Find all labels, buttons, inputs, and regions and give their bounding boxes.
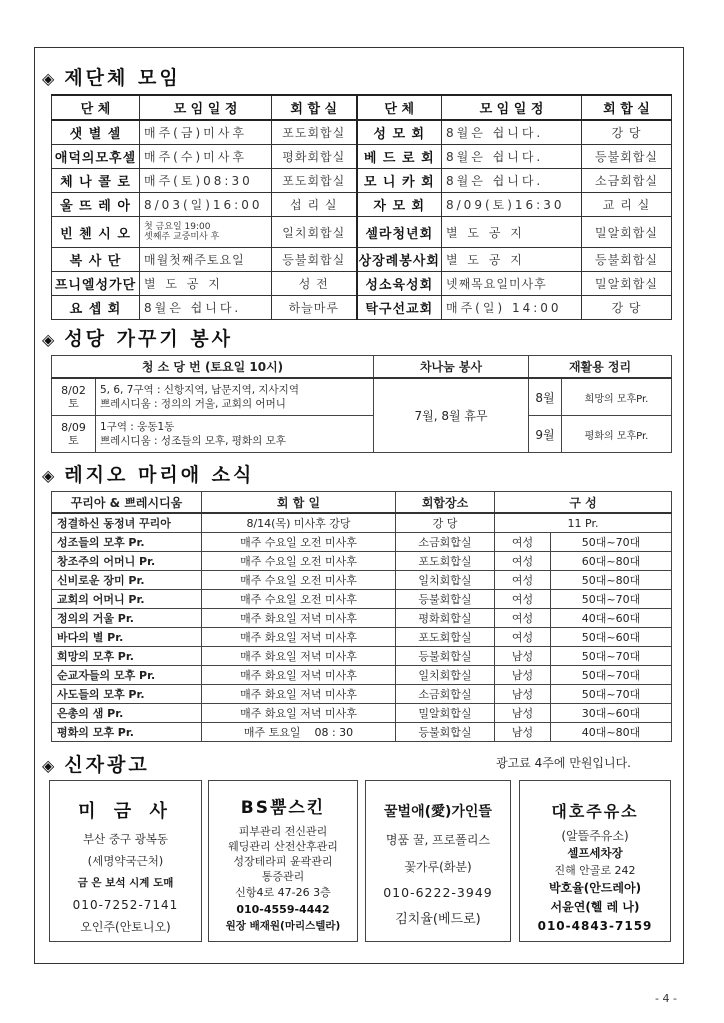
group-room: 등불회합실 <box>272 248 357 272</box>
table-row <box>52 552 672 571</box>
table-row <box>52 145 672 169</box>
presidium-gender: 남성 <box>495 647 551 666</box>
cleaning-assignment: 1구역 : 웅동1동 쁘레시디움 : 성조들의 모후, 평화의 모후 <box>96 416 374 453</box>
presidium-name: 평화의 모후 Pr. <box>52 723 202 742</box>
group-schedule: 8월은 쉽니다. <box>442 145 582 169</box>
group-schedule: 첫 금요일 19:00 셋째주 교중미사 후 <box>140 217 272 248</box>
group-schedule: 8월은 쉽니다. <box>442 169 582 193</box>
presidium-gender: 남성 <box>495 723 551 742</box>
diamond-bullet-icon: ◈ <box>42 756 55 775</box>
ad-box-bs-skin: BS뿜스킨 피부관리 전신관리 웨딩관리 산전산후관리 성장테라피 윤곽관리 통증관리 신항4로 47-26 3층 010-4559-4442 원장 배재원(마리스텔라) <box>208 780 358 942</box>
cleaning-date: 8/09 토 <box>52 416 96 453</box>
table-row <box>52 193 672 217</box>
header-cell: 회 합 실 <box>272 95 357 120</box>
presidium-gender: 남성 <box>495 666 551 685</box>
presidium-place: 소금회합실 <box>396 533 495 552</box>
group-name: 베 드 로 회 <box>357 145 442 169</box>
presidium-age: 40대~60대 <box>551 609 672 628</box>
presidium-gender: 여성 <box>495 590 551 609</box>
presidium-age: 50대~70대 <box>551 685 672 704</box>
group-room: 소금회합실 <box>582 169 672 193</box>
presidium-name: 순교자들의 모후 Pr. <box>52 666 202 685</box>
ad-box-kkulbeol: 꿀벌애(愛)가인뜰 명품 꿀, 프로폴리스 꽃가루(화분) 010-6222-3949 김치율(베드로) <box>365 780 511 942</box>
group-name: 상장례봉사회 <box>357 248 442 272</box>
presidium-name: 희망의 모후 Pr. <box>52 647 202 666</box>
ad-box-migeumsa: 미 금 사 부산 중구 광복동 (세명약국근처) 금 은 보석 시계 도매 010-7252-7141 오인주(안토니오) <box>49 780 202 942</box>
presidium-gender: 여성 <box>495 571 551 590</box>
presidium-place: 등불회합실 <box>396 647 495 666</box>
presidium-age: 60대~80대 <box>551 552 672 571</box>
table-row <box>52 590 672 609</box>
group-schedule: 매주(일) 14:00 <box>442 296 582 320</box>
legio-section-title: ◈ 레지오 마리애 소식 <box>42 464 255 486</box>
group-room: 강 당 <box>582 296 672 320</box>
group-schedule: 별 도 공 지 <box>140 272 272 296</box>
header-cell: 단 체 <box>52 95 140 120</box>
presidium-gender: 남성 <box>495 685 551 704</box>
group-name: 샛 별 셀 <box>52 120 140 145</box>
table-row <box>52 169 672 193</box>
recycle-month: 9월 <box>529 416 562 453</box>
table-row <box>52 272 672 296</box>
curia-name: 정결하신 동정녀 꾸리아 <box>52 513 202 533</box>
legio-table <box>51 491 672 742</box>
presidium-name: 은총의 샘 Pr. <box>52 704 202 723</box>
group-schedule: 매주(금)미사후 <box>140 120 272 145</box>
presidium-day: 매주 화요일 저녁 미사후 <box>202 685 396 704</box>
cleaning-table <box>51 355 672 453</box>
presidium-day: 매주 화요일 저녁 미사후 <box>202 647 396 666</box>
presidium-place: 포도회합실 <box>396 628 495 647</box>
group-schedule: 별 도 공 지 <box>442 217 582 248</box>
header-cell: 모 임 일 정 <box>442 95 582 120</box>
presidium-name: 신비로운 장미 Pr. <box>52 571 202 590</box>
presidium-day: 매주 수요일 오전 미사후 <box>202 533 396 552</box>
header-cell: 회 합 일 <box>202 492 396 514</box>
presidium-day: 매주 화요일 저녁 미사후 <box>202 609 396 628</box>
ad-fee-note: 광고료 4주에 만원입니다. <box>496 756 631 770</box>
presidium-place: 소금회합실 <box>396 685 495 704</box>
group-room: 하늘마루 <box>272 296 357 320</box>
diamond-bullet-icon: ◈ <box>42 466 55 485</box>
ad-title: BS뿜스킨 <box>240 798 326 818</box>
table-row <box>52 248 672 272</box>
header-cell: 단 체 <box>357 95 442 120</box>
group-name: 체 나 콜 로 <box>52 169 140 193</box>
ad-box-daeho: 대호주유소 (알뜰주유소) 셀프세차장 진해 안골로 242 박호율(안드레아) 서윤연(헬 레 나) 010-4843-7159 <box>519 780 671 942</box>
group-schedule: 8월은 쉽니다. <box>140 296 272 320</box>
group-name: 복 사 단 <box>52 248 140 272</box>
presidium-gender: 여성 <box>495 628 551 647</box>
presidium-age: 50대~70대 <box>551 666 672 685</box>
presidium-age: 30대~60대 <box>551 704 672 723</box>
presidium-day: 매주 수요일 오전 미사후 <box>202 590 396 609</box>
diamond-bullet-icon: ◈ <box>42 69 55 88</box>
presidium-day: 매주 화요일 저녁 미사후 <box>202 628 396 647</box>
presidium-gender: 남성 <box>495 704 551 723</box>
group-room: 교 리 실 <box>582 193 672 217</box>
cleaning-assignment: 5, 6, 7구역 : 신항지역, 남문지역, 지사지역 쁘레시디움 : 정의의 거울, 교회의 어머니 <box>96 378 374 416</box>
group-schedule: 매주(수)미사후 <box>140 145 272 169</box>
table-row <box>52 628 672 647</box>
ad-title: 꿀벌애(愛)가인뜰 <box>384 804 492 820</box>
presidium-name: 교회의 어머니 Pr. <box>52 590 202 609</box>
group-name: 탁구선교회 <box>357 296 442 320</box>
presidium-day: 매주 수요일 오전 미사후 <box>202 552 396 571</box>
group-room: 등불회합실 <box>582 145 672 169</box>
header-cell: 회 합 실 <box>582 95 672 120</box>
group-schedule: 넷째목요일미사후 <box>442 272 582 296</box>
group-room: 등불회합실 <box>582 248 672 272</box>
table-row <box>52 416 672 453</box>
group-schedule: 8/03(일)16:00 <box>140 193 272 217</box>
group-room: 일치회합실 <box>272 217 357 248</box>
presidium-day: 매주 수요일 오전 미사후 <box>202 571 396 590</box>
group-schedule: 별 도 공 지 <box>442 248 582 272</box>
page-number: - 4 - <box>655 992 677 1005</box>
tea-service: 7월, 8월 휴무 <box>374 378 529 453</box>
ad-title: 대호주유소 <box>551 802 639 821</box>
presidium-name: 성조들의 모후 Pr. <box>52 533 202 552</box>
recycle-group: 평화의 모후Pr. <box>562 416 672 453</box>
group-room: 포도회합실 <box>272 169 357 193</box>
group-name: 모 니 카 회 <box>357 169 442 193</box>
header-cell: 꾸리아 & 쁘레시디움 <box>52 492 202 514</box>
group-room: 포도회합실 <box>272 120 357 145</box>
presidium-name: 사도들의 모후 Pr. <box>52 685 202 704</box>
header-cell: 구 성 <box>495 492 672 514</box>
header-cell: 차나눔 봉사 <box>374 356 529 379</box>
group-room: 성 전 <box>272 272 357 296</box>
presidium-gender: 여성 <box>495 533 551 552</box>
group-room: 평화회합실 <box>272 145 357 169</box>
presidium-age: 40대~80대 <box>551 723 672 742</box>
presidium-place: 평화회합실 <box>396 609 495 628</box>
ads-section-title: ◈ 신자광고 <box>42 754 150 776</box>
presidium-name: 바다의 별 Pr. <box>52 628 202 647</box>
presidium-place: 일치회합실 <box>396 571 495 590</box>
presidium-day: 매주 화요일 저녁 미사후 <box>202 666 396 685</box>
group-name: 프니엘성가단 <box>52 272 140 296</box>
group-name: 자 모 회 <box>357 193 442 217</box>
presidium-name: 정의의 거울 Pr. <box>52 609 202 628</box>
presidium-day: 매주 화요일 저녁 미사후 <box>202 704 396 723</box>
group-schedule: 8/09(토)16:30 <box>442 193 582 217</box>
group-schedule: 매월첫째주토요일 <box>140 248 272 272</box>
presidium-age: 50대~70대 <box>551 647 672 666</box>
recycle-group: 희망의 모후Pr. <box>562 378 672 416</box>
header-cell: 회합장소 <box>396 492 495 514</box>
header-cell: 재활용 정리 <box>529 356 672 379</box>
header-cell: 모 임 일 정 <box>140 95 272 120</box>
group-name: 성 모 회 <box>357 120 442 145</box>
group-room: 밀알회합실 <box>582 217 672 248</box>
presidium-place: 포도회합실 <box>396 552 495 571</box>
groups-section-title: ◈ 제단체 모임 <box>42 67 181 89</box>
curia-day: 8/14(목) 미사후 강당 <box>202 513 396 533</box>
table-row <box>52 723 672 742</box>
ad-title: 미 금 사 <box>78 801 173 822</box>
recycle-month: 8월 <box>529 378 562 416</box>
presidium-place: 밀알회합실 <box>396 704 495 723</box>
table-row <box>52 120 672 145</box>
presidium-place: 일치회합실 <box>396 666 495 685</box>
group-room: 강 당 <box>582 120 672 145</box>
table-row <box>52 647 672 666</box>
group-name: 애덕의모후셀 <box>52 145 140 169</box>
cleaning-date: 8/02 토 <box>52 378 96 416</box>
curia-place: 강 당 <box>396 513 495 533</box>
table-row <box>52 296 672 320</box>
presidium-place: 등불회합실 <box>396 590 495 609</box>
group-name: 울 뜨 레 아 <box>52 193 140 217</box>
table-row <box>52 571 672 590</box>
groups-table <box>51 94 672 320</box>
group-name: 빈 첸 시 오 <box>52 217 140 248</box>
table-row <box>52 217 672 248</box>
table-row <box>52 685 672 704</box>
presidium-place: 등불회합실 <box>396 723 495 742</box>
group-room: 밀알회합실 <box>582 272 672 296</box>
diamond-bullet-icon: ◈ <box>42 330 55 349</box>
table-row <box>52 533 672 552</box>
presidium-age: 50대~70대 <box>551 533 672 552</box>
presidium-gender: 여성 <box>495 552 551 571</box>
cleaning-header-row <box>52 356 672 379</box>
group-name: 요 셉 회 <box>52 296 140 320</box>
presidium-gender: 여성 <box>495 609 551 628</box>
header-cell: 청 소 당 번 (토요일 10시) <box>52 356 374 379</box>
curia-count: 11 Pr. <box>495 513 672 533</box>
cleaning-section-title: ◈ 성당 가꾸기 봉사 <box>42 328 234 350</box>
presidium-name: 창조주의 어머니 Pr. <box>52 552 202 571</box>
table-row <box>52 378 672 416</box>
legio-header-row <box>52 492 672 514</box>
groups-header-row <box>52 95 672 120</box>
table-row <box>52 609 672 628</box>
presidium-age: 50대~70대 <box>551 590 672 609</box>
table-row <box>52 666 672 685</box>
table-row <box>52 704 672 723</box>
group-name: 성소육성회 <box>357 272 442 296</box>
group-name: 셀라청년회 <box>357 217 442 248</box>
group-room: 섭 리 실 <box>272 193 357 217</box>
group-schedule: 매주(토)08:30 <box>140 169 272 193</box>
presidium-age: 50대~60대 <box>551 628 672 647</box>
presidium-age: 50대~80대 <box>551 571 672 590</box>
curia-row <box>52 513 672 533</box>
presidium-day: 매주 토요일 08 : 30 <box>202 723 396 742</box>
group-schedule: 8월은 쉽니다. <box>442 120 582 145</box>
